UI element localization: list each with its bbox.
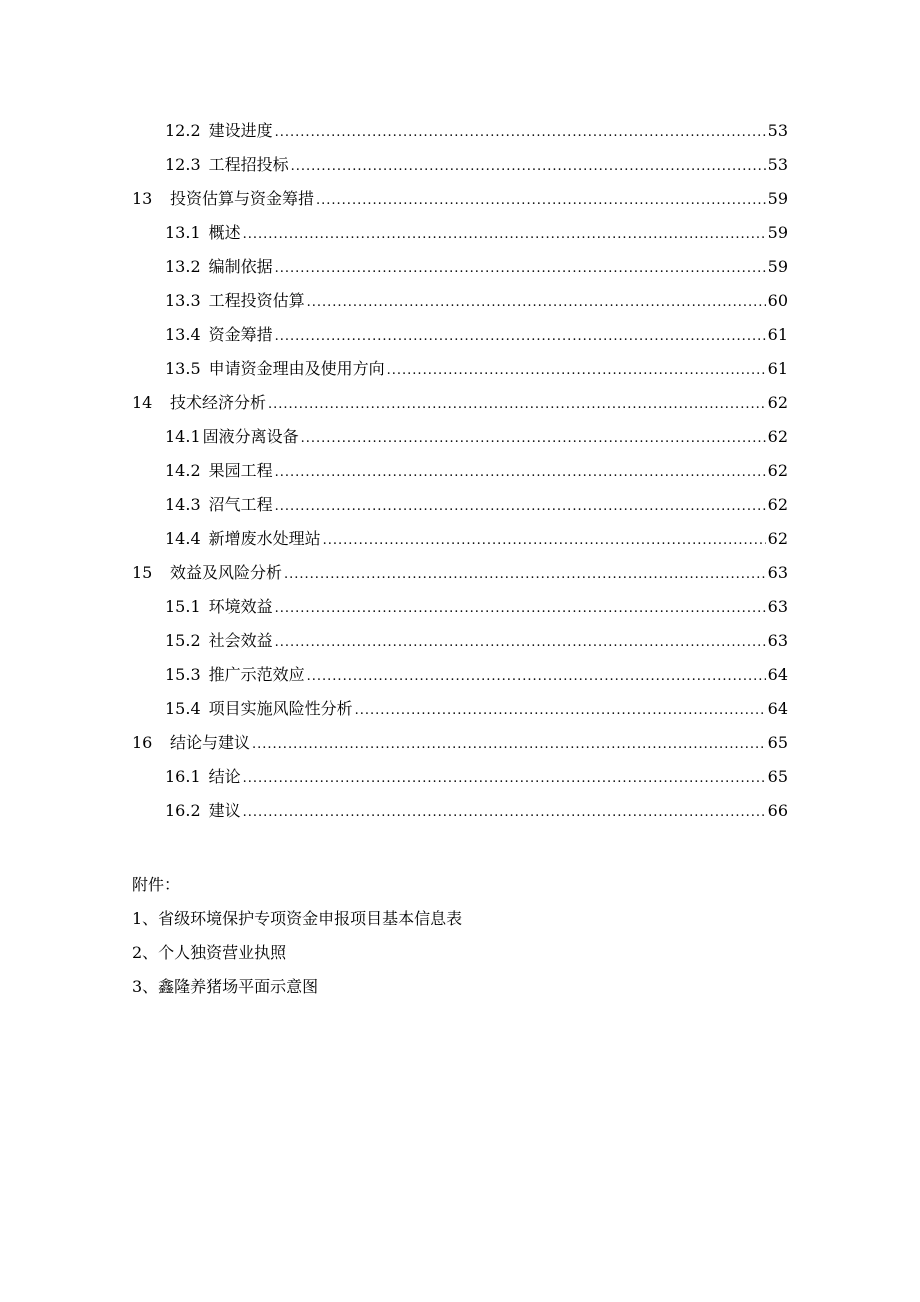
toc-dot-leader (275, 626, 766, 660)
toc-dot-leader (291, 150, 766, 184)
toc-entry-number: 15.2 (165, 631, 201, 650)
toc-entry-title: 申请资金理由及使用方向 (208, 359, 385, 378)
toc-page-number: 63 (767, 631, 788, 650)
toc-entry-number: 14.1 (165, 427, 201, 446)
toc-page-number: 63 (767, 597, 788, 616)
toc-entry[interactable] (132, 658, 788, 692)
toc-entry-title: 资金筹措 (208, 325, 273, 344)
toc-entry-number: 15.1 (165, 597, 201, 616)
toc-entry[interactable] (132, 352, 788, 386)
toc-dot-leader (387, 354, 766, 388)
toc-entry-title: 建议 (208, 801, 241, 820)
toc-entry-number: 12.2 (165, 121, 201, 140)
toc-entry-title: 固液分离设备 (202, 427, 299, 446)
attachments-section (132, 868, 462, 1004)
toc-page-number: 66 (767, 801, 788, 820)
toc-page-number: 65 (767, 733, 788, 752)
toc-entry-number: 14.2 (165, 461, 201, 480)
toc-dot-leader (316, 184, 766, 218)
toc-entry[interactable] (132, 590, 788, 624)
toc-entry[interactable] (132, 488, 788, 522)
table-of-contents (132, 114, 788, 828)
toc-page-number: 64 (767, 699, 788, 718)
attachment-item: 1、省级环境保护专项资金申报项目基本信息表 (132, 909, 463, 928)
toc-entry-title: 果园工程 (208, 461, 273, 480)
toc-dot-leader (275, 116, 766, 150)
toc-entry-title: 环境效益 (208, 597, 273, 616)
toc-entry[interactable] (132, 182, 788, 216)
toc-dot-leader (301, 422, 766, 456)
toc-entry-title: 结论 (208, 767, 241, 786)
toc-entry-number: 16 (132, 733, 153, 752)
toc-page-number: 62 (767, 461, 788, 480)
toc-dot-leader (275, 456, 766, 490)
toc-entry-number: 13.2 (165, 257, 201, 276)
toc-dot-leader (275, 320, 766, 354)
toc-entry-title: 建设进度 (208, 121, 273, 140)
toc-entry-number: 16.2 (165, 801, 201, 820)
toc-page-number: 63 (767, 563, 788, 582)
toc-entry[interactable] (132, 250, 788, 284)
toc-entry-number: 15.3 (165, 665, 201, 684)
toc-entry-title: 沼气工程 (208, 495, 273, 514)
toc-entry-title: 工程招投标 (208, 155, 289, 174)
toc-entry[interactable] (132, 114, 788, 148)
toc-entry[interactable] (132, 318, 788, 352)
toc-entry[interactable] (132, 148, 788, 182)
attachment-item: 3、鑫隆养猪场平面示意图 (132, 977, 319, 996)
toc-page-number: 60 (767, 291, 788, 310)
toc-entry-title: 推广示范效应 (208, 665, 305, 684)
toc-entry[interactable] (132, 522, 788, 556)
toc-entry-title: 投资估算与资金筹措 (170, 189, 315, 208)
toc-dot-leader (284, 558, 766, 592)
toc-entry[interactable] (132, 556, 788, 590)
toc-entry-number: 13.1 (165, 223, 201, 242)
toc-entry-number: 14.4 (165, 529, 201, 548)
toc-dot-leader (275, 490, 766, 524)
toc-entry[interactable] (132, 760, 788, 794)
toc-entry[interactable] (132, 216, 788, 250)
toc-entry-number: 14 (132, 393, 153, 412)
toc-page-number: 62 (767, 427, 788, 446)
toc-entry-number: 15 (132, 563, 153, 582)
toc-page-number: 59 (767, 189, 788, 208)
toc-entry-title: 新增废水处理站 (208, 529, 321, 548)
toc-entry-number: 16.1 (165, 767, 201, 786)
toc-page-number: 62 (767, 529, 788, 548)
toc-entry-number: 13.5 (165, 359, 201, 378)
toc-page-number: 59 (767, 223, 788, 242)
attachment-item: 2、个人独资营业执照 (132, 943, 287, 962)
toc-entry-title: 社会效益 (208, 631, 273, 650)
toc-dot-leader (243, 762, 766, 796)
toc-page-number: 61 (767, 359, 788, 378)
toc-dot-leader (268, 388, 766, 422)
toc-entry-title: 概述 (208, 223, 241, 242)
toc-entry-number: 14.3 (165, 495, 201, 514)
toc-entry-number: 15.4 (165, 699, 201, 718)
toc-entry-title: 编制依据 (208, 257, 273, 276)
toc-page-number: 62 (767, 393, 788, 412)
toc-entry-number: 12.3 (165, 155, 201, 174)
toc-dot-leader (252, 728, 766, 762)
toc-entry-title: 工程投资估算 (208, 291, 305, 310)
toc-dot-leader (275, 252, 766, 286)
toc-page-number: 53 (767, 121, 788, 140)
toc-dot-leader (243, 218, 766, 252)
toc-entry[interactable] (132, 624, 788, 658)
attachments-heading: 附件： (132, 875, 181, 894)
toc-dot-leader (307, 660, 766, 694)
toc-entry[interactable] (132, 284, 788, 318)
toc-dot-leader (355, 694, 766, 728)
toc-entry[interactable] (132, 692, 788, 726)
toc-dot-leader (243, 796, 766, 830)
toc-entry-title: 结论与建议 (170, 733, 251, 752)
toc-entry-title: 效益及风险分析 (170, 563, 283, 582)
toc-entry[interactable] (132, 454, 788, 488)
toc-entry-title: 项目实施风险性分析 (208, 699, 353, 718)
toc-entry-number: 13.4 (165, 325, 201, 344)
toc-entry-number: 13.3 (165, 291, 201, 310)
toc-entry[interactable] (132, 420, 788, 454)
toc-dot-leader (275, 592, 766, 626)
toc-page-number: 59 (767, 257, 788, 276)
toc-page-number: 53 (767, 155, 788, 174)
toc-entry-number: 13 (132, 189, 153, 208)
toc-page-number: 61 (767, 325, 788, 344)
toc-entry[interactable] (132, 726, 788, 760)
toc-page-number: 62 (767, 495, 788, 514)
toc-dot-leader (307, 286, 766, 320)
toc-entry[interactable] (132, 794, 788, 828)
toc-page-number: 64 (767, 665, 788, 684)
toc-dot-leader (323, 524, 766, 558)
toc-entry-title: 技术经济分析 (170, 393, 267, 412)
toc-page-number: 65 (767, 767, 788, 786)
toc-entry[interactable] (132, 386, 788, 420)
